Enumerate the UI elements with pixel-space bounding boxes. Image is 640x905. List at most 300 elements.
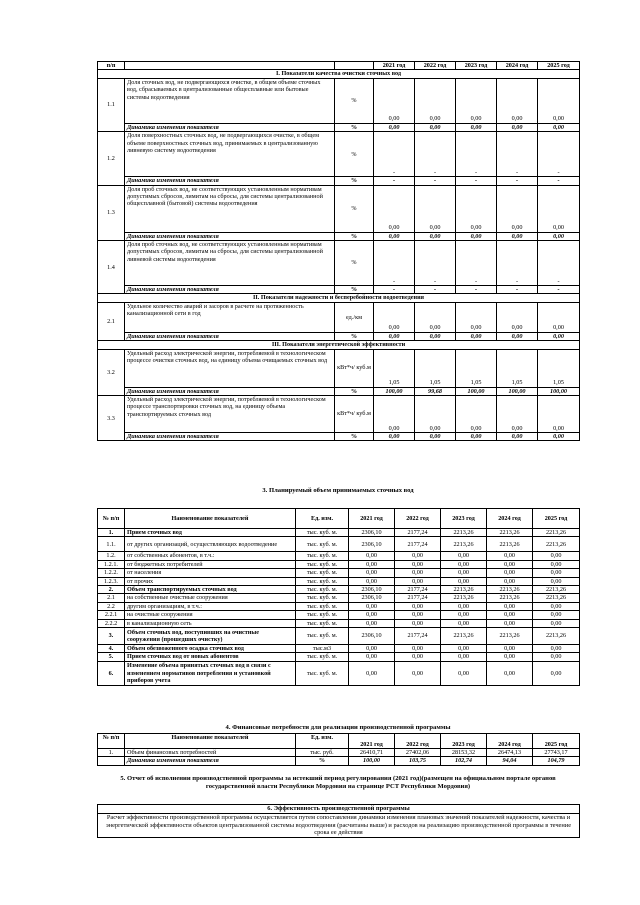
value-cell: 0,00 (415, 185, 456, 232)
dynamics-row (98, 286, 580, 294)
indicators-table (97, 61, 580, 441)
unit: тыс. куб. м. (296, 653, 349, 661)
value-cell: 0,00 (395, 602, 441, 610)
unit: кВт*ч/ куб.м (335, 349, 374, 387)
value-cell: - (415, 177, 456, 185)
value-cell: 2213,26 (487, 537, 533, 552)
row-number: 6. (98, 661, 125, 685)
section4-title: 4. Финансовые потребности для реализации производственной программы (225, 724, 451, 731)
value-cell: 0,00 (441, 577, 487, 585)
value-cell: 0,00 (533, 577, 580, 585)
value-cell: - (415, 132, 456, 177)
value-cell: 2306,10 (349, 594, 395, 602)
value-cell: 0,00 (441, 552, 487, 560)
indicator-name: Доля проб сточных вод, не соответствующих установленным нормативам допустимых сбросов, лимитам на сбросы, для системы централизованной общесплавной (бытовой) системы водоотведения (125, 185, 335, 232)
value-cell: 0,00 (533, 661, 580, 685)
unit: тыс. куб. м. (296, 594, 349, 602)
value-cell: 2213,26 (487, 628, 533, 645)
column-header: 2025 год (538, 62, 580, 70)
value-cell: 0,00 (374, 185, 415, 232)
indicator-name: Прием сточных вод (125, 529, 296, 537)
indicator-name: Объем транспортируемых сточных вод (125, 586, 296, 594)
indicator-name: Доля поверхностных сточных вод, не подвергающихся очистке, в общем объеме поверхностных сточных вод, принимаемых в централизованную ливневую систему водоотведения (125, 132, 335, 177)
table-row (98, 577, 580, 585)
value-cell: 0,00 (415, 232, 456, 240)
value-cell: 100,00 (349, 757, 395, 765)
unit: тыс. куб. м. (296, 628, 349, 645)
value-cell: 2177,24 (395, 594, 441, 602)
table-row (98, 552, 580, 560)
row-number: 3.2 (98, 349, 125, 395)
unit: тыс. куб. м. (296, 586, 349, 594)
indicator-row (98, 396, 580, 433)
value-cell: - (456, 177, 497, 185)
unit: % (335, 433, 374, 441)
value-cell: 0,00 (349, 661, 395, 685)
value-cell: 0,00 (538, 433, 580, 441)
value-cell: 0,00 (538, 123, 580, 131)
value-cell: 1,05 (538, 349, 580, 387)
value-cell: 0,00 (538, 78, 580, 123)
value-cell: 0,00 (487, 602, 533, 610)
value-cell: 2213,26 (441, 586, 487, 594)
unit: % (335, 387, 374, 395)
header-row (98, 62, 580, 70)
indicator-name: Объем обезвоженного осадка сточных вод (125, 645, 296, 653)
value-cell: 2177,24 (395, 628, 441, 645)
value-cell: - (374, 132, 415, 177)
value-cell: - (538, 132, 580, 177)
value-cell: 0,00 (374, 396, 415, 433)
unit: тыс. куб. м. (296, 661, 349, 685)
row-number: 3.3 (98, 396, 125, 441)
value-cell: 0,00 (487, 577, 533, 585)
value-cell: 0,00 (487, 619, 533, 627)
value-cell: 26474,13 (487, 749, 533, 757)
value-cell: 2213,26 (441, 537, 487, 552)
value-cell: 28153,32 (441, 749, 487, 757)
value-cell: 0,00 (497, 232, 538, 240)
table-row (98, 537, 580, 552)
value-cell: 0,00 (456, 123, 497, 131)
column-header: № п/п (98, 734, 125, 749)
row-number: 2.2 (98, 602, 125, 610)
dynamics-label: Динамика изменения показателя (125, 286, 335, 294)
value-cell: 0,00 (374, 332, 415, 340)
value-cell: 0,00 (497, 433, 538, 441)
dynamics-label: Динамика изменения показателя (125, 123, 335, 131)
planned-volume-table (97, 508, 580, 686)
section6-title: 6. Эффективность производственной программы (98, 805, 580, 814)
indicator-name: другим организациям, в т.ч.: (125, 602, 296, 610)
column-header: 2024 год (487, 734, 533, 749)
value-cell: 0,00 (395, 645, 441, 653)
column-header: 2023 год (441, 734, 487, 749)
value-cell: 0,00 (533, 611, 580, 619)
value-cell: - (497, 132, 538, 177)
value-cell: 0,00 (487, 611, 533, 619)
table-row (98, 653, 580, 661)
table-row (98, 749, 580, 757)
indicator-name: от других организаций, осуществляющих водоотведение (125, 537, 296, 552)
value-cell: - (538, 241, 580, 286)
value-cell: 0,00 (441, 645, 487, 653)
value-cell: 0,00 (395, 560, 441, 568)
row-number: 1.2.3. (98, 577, 125, 585)
indicator-name: от прочих (125, 577, 296, 585)
indicator-name: Доля проб сточных вод, не соответствующих установленным нормативам допустимых сбросов, лимитам на сбросы, для системы централизованной ливневой системы водоотведения (125, 241, 335, 286)
value-cell: 0,00 (374, 123, 415, 131)
value-cell: 0,00 (487, 653, 533, 661)
value-cell: 0,00 (538, 185, 580, 232)
value-cell: 0,00 (415, 123, 456, 131)
table-row (98, 569, 580, 577)
value-cell: 0,00 (395, 552, 441, 560)
value-cell: - (538, 286, 580, 294)
indicator-name: Объем сточных вод, поступивших на очистные сооружения (прошедших очистку) (125, 628, 296, 645)
table-row (98, 594, 580, 602)
dynamics-label: Динамика изменения показателя (125, 177, 335, 185)
row-number: 1.2. (98, 552, 125, 560)
table-row (98, 560, 580, 568)
value-cell: 0,00 (487, 560, 533, 568)
value-cell: 2213,26 (441, 594, 487, 602)
row-number: 1.3 (98, 185, 125, 240)
value-cell: 2213,26 (441, 529, 487, 537)
section-title: II. Показатели надежности и бесперебойности водоотведения (98, 294, 580, 302)
value-cell: 0,00 (441, 560, 487, 568)
value-cell: 0,00 (349, 552, 395, 560)
value-cell: 2177,24 (395, 529, 441, 537)
section-row (98, 341, 580, 349)
value-cell: 2213,26 (533, 628, 580, 645)
dynamics-row (98, 433, 580, 441)
value-cell: 0,00 (487, 661, 533, 685)
value-cell: - (374, 241, 415, 286)
row-number: 1.2 (98, 132, 125, 185)
value-cell: 2213,26 (441, 628, 487, 645)
value-cell: 0,00 (456, 78, 497, 123)
unit: тыс. куб. м. (296, 552, 349, 560)
value-cell: 0,00 (533, 653, 580, 661)
unit: тыс.м3 (296, 645, 349, 653)
value-cell: 0,00 (349, 602, 395, 610)
value-cell: 0,00 (415, 302, 456, 332)
section-title: III. Показатели энергетической эффективности (98, 341, 580, 349)
value-cell: 0,00 (374, 433, 415, 441)
value-cell: 0,00 (415, 433, 456, 441)
value-cell: 103,75 (395, 757, 441, 765)
value-cell: 0,00 (538, 396, 580, 433)
unit: % (335, 78, 374, 123)
row-number: 1. (98, 529, 125, 537)
indicator-name: от населения (125, 569, 296, 577)
row-number: 2.1 (98, 594, 125, 602)
dynamics-row (98, 332, 580, 340)
dynamics-row (98, 757, 580, 765)
unit: тыс. руб. (296, 749, 349, 757)
value-cell: 0,00 (415, 396, 456, 433)
table-row (98, 661, 580, 685)
column-header: 2022 год (395, 734, 441, 749)
unit: % (335, 232, 374, 240)
indicator-row (98, 302, 580, 332)
value-cell: 2177,24 (395, 586, 441, 594)
indicator-name: Удельный расход электрической энергии, потребляемой в технологическом процессе очистки сточных вод, на единицу объема очищаемых сточных вод (125, 349, 335, 387)
value-cell: 26410,71 (349, 749, 395, 757)
column-header: 2024 год (497, 62, 538, 70)
column-header: 2022 год (395, 509, 441, 529)
value-cell: 0,00 (456, 396, 497, 433)
row-number: 1.2.2. (98, 569, 125, 577)
value-cell: 99,68 (415, 387, 456, 395)
value-cell: 0,00 (456, 185, 497, 232)
value-cell: 0,00 (395, 611, 441, 619)
value-cell: 0,00 (533, 552, 580, 560)
value-cell: 0,00 (441, 619, 487, 627)
value-cell: 1,05 (374, 349, 415, 387)
dynamics-label: Динамика изменения показателя (125, 332, 335, 340)
value-cell: 0,00 (395, 661, 441, 685)
unit: тыс. куб. м. (296, 569, 349, 577)
value-cell: 1,05 (497, 349, 538, 387)
indicator-name: на очистные сооружения (125, 611, 296, 619)
value-cell: 0,00 (441, 569, 487, 577)
value-cell: 0,00 (349, 611, 395, 619)
unit: тыс. куб. м. (296, 602, 349, 610)
dynamics-row (98, 387, 580, 395)
value-cell: 0,00 (349, 569, 395, 577)
value-cell: 0,00 (415, 78, 456, 123)
value-cell: 0,00 (538, 232, 580, 240)
unit: % (296, 757, 349, 765)
dynamics-row (98, 177, 580, 185)
value-cell: 1,05 (456, 349, 497, 387)
indicator-row (98, 78, 580, 123)
value-cell: 2213,26 (533, 537, 580, 552)
section-row (98, 70, 580, 78)
value-cell: 0,00 (497, 396, 538, 433)
column-header: 2023 год (441, 509, 487, 529)
value-cell: - (456, 286, 497, 294)
value-cell: - (456, 241, 497, 286)
table-row (98, 602, 580, 610)
value-cell: 0,00 (395, 619, 441, 627)
section-row (98, 294, 580, 302)
value-cell: 2306,10 (349, 628, 395, 645)
row-number: 5. (98, 653, 125, 661)
section5-title: 5. Отчет об исполнении производственной программы за истекший период регулирования (2021 год)(размещен на официальном портале органов государственной власти Республики Мордовия на странице РСТ Республики Мордовия) (120, 775, 556, 790)
unit: тыс. куб. м. (296, 619, 349, 627)
value-cell: 27402,06 (395, 749, 441, 757)
value-cell: - (497, 177, 538, 185)
dynamics-row (98, 232, 580, 240)
value-cell: - (415, 286, 456, 294)
value-cell: 0,00 (415, 332, 456, 340)
column-header (125, 62, 335, 70)
table-row (98, 529, 580, 537)
column-header: 2024 год (487, 509, 533, 529)
unit: % (335, 332, 374, 340)
value-cell: 0,00 (441, 653, 487, 661)
dynamics-label: Динамика изменения показателя (125, 232, 335, 240)
value-cell: 0,00 (497, 185, 538, 232)
value-cell: 0,00 (497, 123, 538, 131)
value-cell: 0,00 (533, 619, 580, 627)
unit: % (335, 177, 374, 185)
dynamics-label: Динамика изменения показателя (125, 387, 335, 395)
indicator-name: Прием сточных вод от новых абонентов (125, 653, 296, 661)
column-header: Ед. изм. (296, 509, 349, 529)
value-cell: 0,00 (349, 653, 395, 661)
unit: тыс. куб. м. (296, 537, 349, 552)
value-cell: 100,00 (374, 387, 415, 395)
row-number: 1. (98, 749, 125, 757)
value-cell: 0,00 (538, 332, 580, 340)
value-cell: 104,79 (533, 757, 580, 765)
value-cell: 0,00 (441, 602, 487, 610)
indicator-name: на собственные очистные сооружения (125, 594, 296, 602)
row-number: 1.1 (98, 78, 125, 131)
value-cell: 2306,10 (349, 529, 395, 537)
value-cell: 0,00 (456, 332, 497, 340)
value-cell: 0,00 (487, 552, 533, 560)
unit: кВт*ч/ куб.м (335, 396, 374, 433)
column-header: Ед. изм. (296, 734, 349, 749)
value-cell: - (374, 177, 415, 185)
table-row (98, 645, 580, 653)
row-number: 1.2.1. (98, 560, 125, 568)
row-number: 2.1 (98, 302, 125, 340)
value-cell: 100,00 (456, 387, 497, 395)
column-header: 2025 год (533, 509, 580, 529)
unit: % (335, 132, 374, 177)
indicator-name: Удельный расход электрической энергии, потребляемой в технологическом процессе транспортировки сточных вод, на единицу объема транспортируемых сточных вод (125, 396, 335, 433)
value-cell: 0,00 (395, 569, 441, 577)
dynamics-label: Динамика изменения показателя (125, 757, 296, 765)
value-cell: 2213,26 (487, 529, 533, 537)
row-number: 1.1. (98, 537, 125, 552)
value-cell: 0,00 (441, 661, 487, 685)
indicator-row (98, 185, 580, 232)
efficiency-table (97, 804, 580, 838)
value-cell: 0,00 (374, 78, 415, 123)
value-cell: 100,00 (538, 387, 580, 395)
indicator-row (98, 241, 580, 286)
value-cell: - (374, 286, 415, 294)
column-header: Наименование показателей (125, 734, 296, 749)
column-header: п/п (98, 62, 125, 70)
row-number: 2.2.2 (98, 619, 125, 627)
value-cell: - (497, 241, 538, 286)
value-cell: 2213,26 (533, 594, 580, 602)
row-number: 2. (98, 586, 125, 594)
value-cell: 0,00 (349, 577, 395, 585)
value-cell: 0,00 (349, 619, 395, 627)
value-cell: - (456, 132, 497, 177)
value-cell: 2213,26 (533, 529, 580, 537)
unit: % (335, 123, 374, 131)
section3-title: 3. Планируемый объем принимаемых сточных вод (262, 487, 414, 494)
column-header (335, 62, 374, 70)
value-cell: 2213,26 (533, 586, 580, 594)
value-cell: 0,00 (456, 302, 497, 332)
value-cell: 100,00 (497, 387, 538, 395)
value-cell: - (415, 241, 456, 286)
indicator-name: Объем финансовых потребностей (125, 749, 296, 757)
value-cell: 2177,24 (395, 537, 441, 552)
indicator-row (98, 349, 580, 387)
dynamics-row (98, 123, 580, 131)
section6-text: Расчет эффективности производственной программы осуществляется путем сопоставления динамики изменения плановых значений показателей надежности, качества и энергетической эффективности объектов централизованной системы водоотведения (расчитаны выше) и расходов на реализацию производственной программы в течение срока ее действия (98, 813, 580, 837)
value-cell: 0,00 (349, 560, 395, 568)
value-cell: 0,00 (533, 602, 580, 610)
column-header: Наименование показателей (125, 509, 296, 529)
value-cell: 0,00 (441, 611, 487, 619)
value-cell: 0,00 (374, 232, 415, 240)
value-cell: 0,00 (497, 332, 538, 340)
unit: % (335, 185, 374, 232)
indicator-name: от бюджетных потребителей (125, 560, 296, 568)
row-number: 3. (98, 628, 125, 645)
column-header: 2025 год (533, 734, 580, 749)
value-cell: 27743,17 (533, 749, 580, 757)
indicator-row (98, 132, 580, 177)
value-cell: 0,00 (533, 569, 580, 577)
value-cell: 0,00 (456, 433, 497, 441)
value-cell: - (538, 177, 580, 185)
value-cell: 0,00 (456, 232, 497, 240)
unit: тыс. куб. м. (296, 529, 349, 537)
value-cell: 0,00 (538, 302, 580, 332)
value-cell: 0,00 (395, 577, 441, 585)
row-number: 4. (98, 645, 125, 653)
value-cell: 0,00 (533, 645, 580, 653)
value-cell: 1,05 (415, 349, 456, 387)
indicator-name: Доля сточных вод, не подвергающихся очистке, в общем объеме сточных вод, сбрасываемых в централизованные общесплавные или бытовые системы водоотведения (125, 78, 335, 123)
finance-table (97, 733, 580, 766)
value-cell: 2213,26 (487, 586, 533, 594)
value-cell: 0,00 (533, 560, 580, 568)
table-row (98, 619, 580, 627)
value-cell: 0,00 (497, 78, 538, 123)
indicator-name: в канализационную сеть (125, 619, 296, 627)
value-cell: 2213,26 (487, 594, 533, 602)
row-number: 2.2.1 (98, 611, 125, 619)
value-cell: 0,00 (374, 302, 415, 332)
table-row (98, 611, 580, 619)
indicator-name: Изменение объема принятых сточных вод в связи с изменением нормативов потребления и установкой приборов учета (125, 661, 296, 685)
value-cell: 2306,10 (349, 537, 395, 552)
header-row (98, 734, 580, 749)
column-header: 2021 год (374, 62, 415, 70)
section-title: I. Показатели качества очистки сточных вод (98, 70, 580, 78)
value-cell: 0,00 (497, 302, 538, 332)
value-cell: 0,00 (395, 653, 441, 661)
value-cell: 102,74 (441, 757, 487, 765)
unit: % (335, 241, 374, 286)
value-cell: - (497, 286, 538, 294)
column-header: 2022 год (415, 62, 456, 70)
value-cell: 0,00 (487, 569, 533, 577)
indicator-name: от собственных абонентов, в т.ч.: (125, 552, 296, 560)
value-cell: 0,00 (487, 645, 533, 653)
value-cell: 94,04 (487, 757, 533, 765)
table-row (98, 628, 580, 645)
unit: тыс. куб. м. (296, 577, 349, 585)
unit: % (335, 286, 374, 294)
unit: тыс. куб. м. (296, 560, 349, 568)
